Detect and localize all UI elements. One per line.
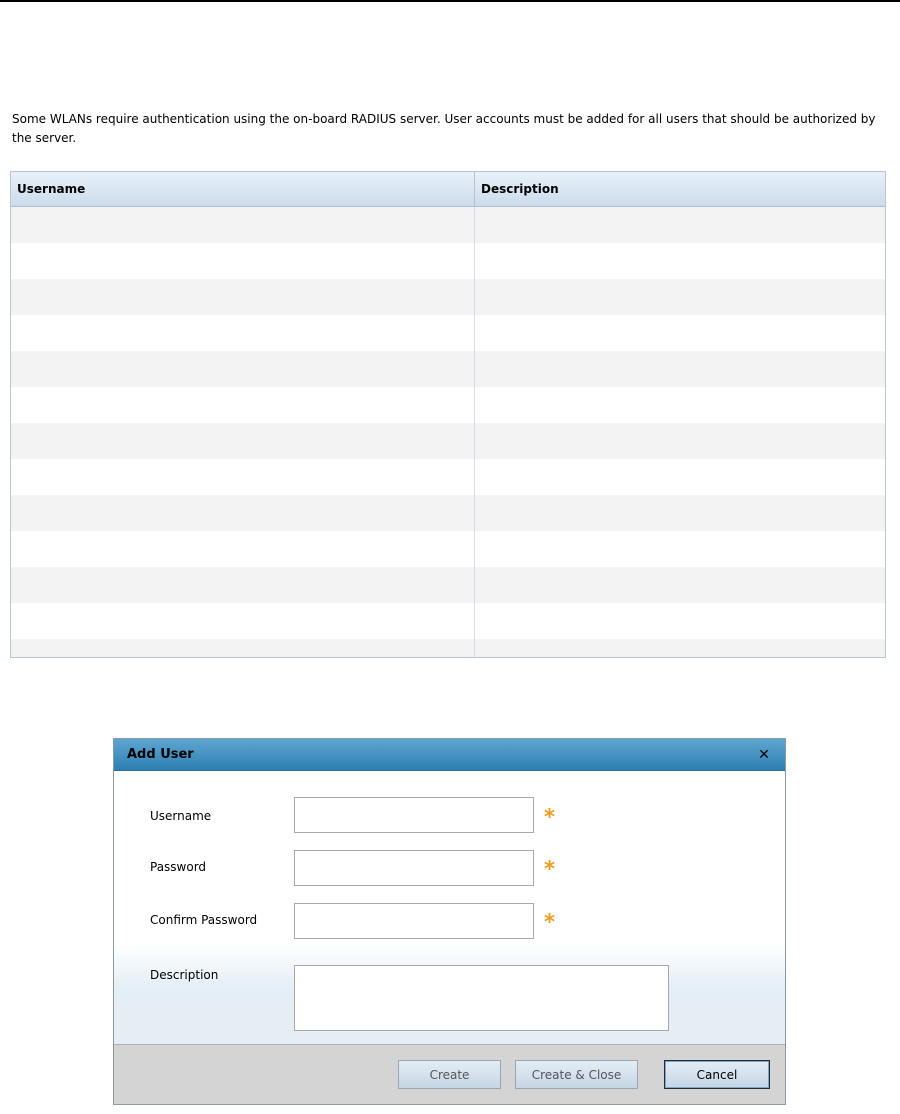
description-cell [475, 279, 885, 315]
table-row[interactable] [11, 459, 885, 495]
username-cell [11, 531, 475, 567]
username-cell [11, 639, 475, 658]
username-required-icon: * [544, 805, 555, 829]
username-cell [11, 243, 475, 279]
description-label: Description [150, 968, 219, 982]
confirm-password-input[interactable] [294, 903, 534, 939]
intro-text: Some WLANs require authentication using the on-board RADIUS server. User accounts must be added for all users that should be authorized by the server. [12, 112, 876, 145]
user-table [10, 171, 886, 658]
column-header-description[interactable]: Description [481, 182, 559, 196]
description-cell [475, 351, 885, 387]
username-cell [11, 387, 475, 423]
description-cell [475, 531, 885, 567]
table-row[interactable] [11, 495, 885, 531]
page-top-rule [0, 0, 900, 2]
description-cell [475, 459, 885, 495]
username-cell [11, 423, 475, 459]
description-cell [475, 495, 885, 531]
confirm-password-label: Confirm Password [150, 913, 258, 927]
table-row[interactable] [11, 567, 885, 603]
table-row[interactable] [11, 243, 885, 279]
username-cell [11, 351, 475, 387]
password-required-icon: * [544, 857, 555, 881]
password-input[interactable] [294, 850, 534, 886]
description-cell [475, 423, 885, 459]
description-cell [475, 603, 885, 639]
username-cell [11, 567, 475, 603]
table-row[interactable] [11, 315, 885, 351]
column-header-username[interactable]: Username [11, 172, 475, 206]
create-close-button[interactable]: Create & Close [515, 1060, 638, 1089]
description-cell [475, 243, 885, 279]
username-input[interactable] [294, 797, 534, 833]
add-user-dialog [113, 738, 786, 1105]
table-body [11, 207, 885, 658]
table-row[interactable] [11, 639, 885, 658]
password-label: Password [150, 860, 207, 874]
dialog-footer [114, 1044, 785, 1104]
cancel-button[interactable]: Cancel [664, 1060, 770, 1089]
username-label: Username [150, 809, 212, 823]
dialog-title: Add User [127, 747, 194, 762]
username-cell [11, 603, 475, 639]
username-cell [11, 315, 475, 351]
table-row[interactable] [11, 279, 885, 315]
dialog-title-bar[interactable] [114, 739, 785, 771]
username-cell [11, 495, 475, 531]
table-row[interactable] [11, 207, 885, 243]
table-row[interactable] [11, 603, 885, 639]
table-row[interactable] [11, 351, 885, 387]
description-cell [475, 639, 885, 658]
description-textarea[interactable] [294, 965, 669, 1031]
confirm-password-required-icon: * [544, 910, 555, 934]
description-cell [475, 567, 885, 603]
username-cell [11, 279, 475, 315]
create-button[interactable]: Create [398, 1060, 501, 1089]
table-row[interactable] [11, 387, 885, 423]
table-row[interactable] [11, 423, 885, 459]
username-cell [11, 207, 475, 243]
description-cell [475, 315, 885, 351]
username-cell [11, 459, 475, 495]
description-cell [475, 387, 885, 423]
table-header [11, 172, 885, 207]
description-cell [475, 207, 885, 243]
table-row[interactable] [11, 531, 885, 567]
close-icon[interactable]: ✕ [758, 747, 770, 763]
